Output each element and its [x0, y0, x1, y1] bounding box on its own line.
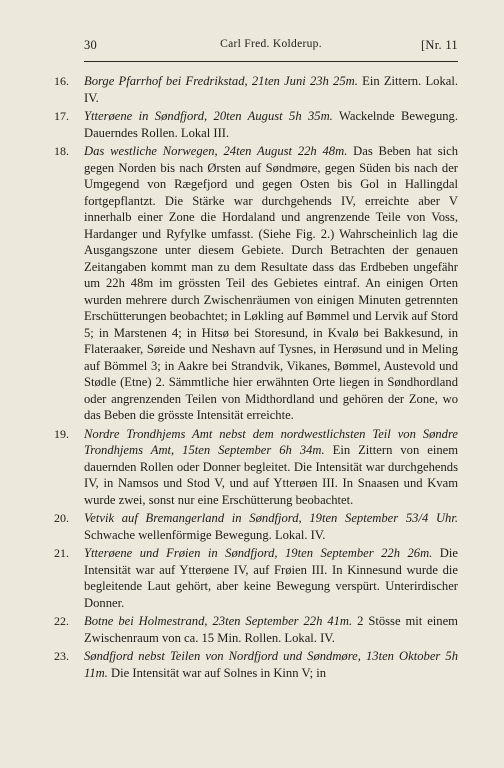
- entry-heading: Das westliche Norwegen, 24ten August 22h 48m.: [84, 144, 348, 158]
- entry-20: [54, 510, 458, 543]
- page-header: [84, 38, 458, 55]
- entry-text: Schwache wellenförmige Bewegung. Lokal. IV.: [84, 527, 326, 542]
- entry-text: Die Intensität war auf Solnes in Kinn V; in: [107, 665, 327, 680]
- entry-heading: Borge Pfarrhof bei Fredrikstad, 21ten Juni 23h 25m.: [84, 74, 358, 88]
- entry-number: 20.: [54, 511, 69, 525]
- entry-text: Ein Zittern von einem dauernden Rollen oder Donner begleitet. Die Intensität war durchgehends IV, in Namsos und Stod V, und auf Ytterøen III. In Snaasen und Kvam wurde zwei, sonst nur eine Erschütterung beobachtet.: [84, 443, 458, 507]
- entry-18: [54, 143, 458, 424]
- header-rule: [84, 61, 458, 62]
- entry-text: Die Intensität war auf Ytterøene IV, auf Frøien III. In Kinnesund wurde die begleitende Laut gehört, aber keine Bewegung verspürt. Unterirdischer Donner.: [84, 546, 458, 610]
- entry-heading: Vetvik auf Bremangerland in Søndfjord, 19ten September 53/4 Uhr.: [84, 511, 458, 525]
- entry-heading: Ytterøene in Søndfjord, 20ten August 5h 35m.: [84, 109, 333, 123]
- entry-16: [54, 73, 458, 106]
- entry-heading: Botne bei Holmestrand, 23ten September 22h 41m.: [84, 614, 353, 628]
- entry-text: 2 Stösse mit einem Zwischenraum von ca. 15 Min. Rollen. Lokal. IV.: [84, 614, 458, 645]
- entry-heading: Søndfjord nebst Teilen von Nordfjord und Søndmøre, 13ten Oktober 5h 11m.: [84, 649, 458, 680]
- entry-heading: Nordre Trondhjems Amt nebst dem nordwestlichsten Teil von Søndre Trondhjems Amt, 15ten September 6h 34m.: [84, 426, 458, 457]
- entry-19: [54, 426, 458, 509]
- entry-number: 18.: [54, 144, 69, 158]
- entry-number: 17.: [54, 109, 69, 123]
- entry-number: 21.: [54, 546, 69, 560]
- entry-17: [54, 108, 458, 141]
- entry-text: Wackelnde Bewegung. Dauerndes Rollen. Lokal III.: [84, 109, 458, 140]
- entry-text: Ein Zittern. Lokal. IV.: [84, 74, 458, 105]
- entry-number: 23.: [54, 649, 69, 663]
- entry-heading: Ytterøene und Frøien in Søndfjord, 19ten September 22h 26m.: [84, 546, 433, 560]
- entry-22: [54, 613, 458, 646]
- page-number: 30: [84, 38, 98, 52]
- entry-text: Das Beben hat sich gegen Norden bis nach Ørsten auf Søndmøre, gegen Süden bis nach der Umgegend von Rægefjord und gegen Osten bis Gol in Hallingdal fortgepflantzt. Die Stärke war durchgehends IV, erreichte aber V innerhalb einer Zone die Hordaland und angrenzende Teile von Voss, Hardanger und Ryfylke umfasst. (Siehe Fig. 2.) Wahrscheinlich lag die Ausgangszone unter diesem Gebiete. Durch Betrachten der genauen Zeitangaben kommt man zu dem Resultate dass das Erdbeben ungefähr um 22h 48m im grössten Teil des Gebietes eintraf. An einigen Orten wurden mehrere durch Zwischenräumen von einigen Minuten getrennten Erschütterungen beobachtet; in Løkling auf Bømmel und Lervik auf Stord 5; in Marstenen 4; in Hitsø bei Storesund, in Kvalø bei Bakkesund, in Flateraaker, Søreide und Neshavn auf Tysnes, in Herøsund und in Meling auf Bömmel 3; in Aakre bei Strandvik, Vikanes, Bømmel, Austevold und Stødle (Etne) 2. Sämmtliche hier erwähnten Orte liegen in Søndhordland oder angrenzenden Teilen von Midthordland und gehören der Zone, wo das Beben die grösste Intensität erreichte.: [84, 144, 458, 422]
- entry-23: [54, 648, 458, 681]
- entry-number: 22.: [54, 614, 69, 628]
- section-number: [Nr. 11: [420, 38, 458, 52]
- entry-number: 16.: [54, 74, 69, 88]
- running-head: Carl Fred. Kolderup.: [220, 38, 322, 50]
- entry-number: 19.: [54, 426, 69, 441]
- entry-21: [54, 545, 458, 611]
